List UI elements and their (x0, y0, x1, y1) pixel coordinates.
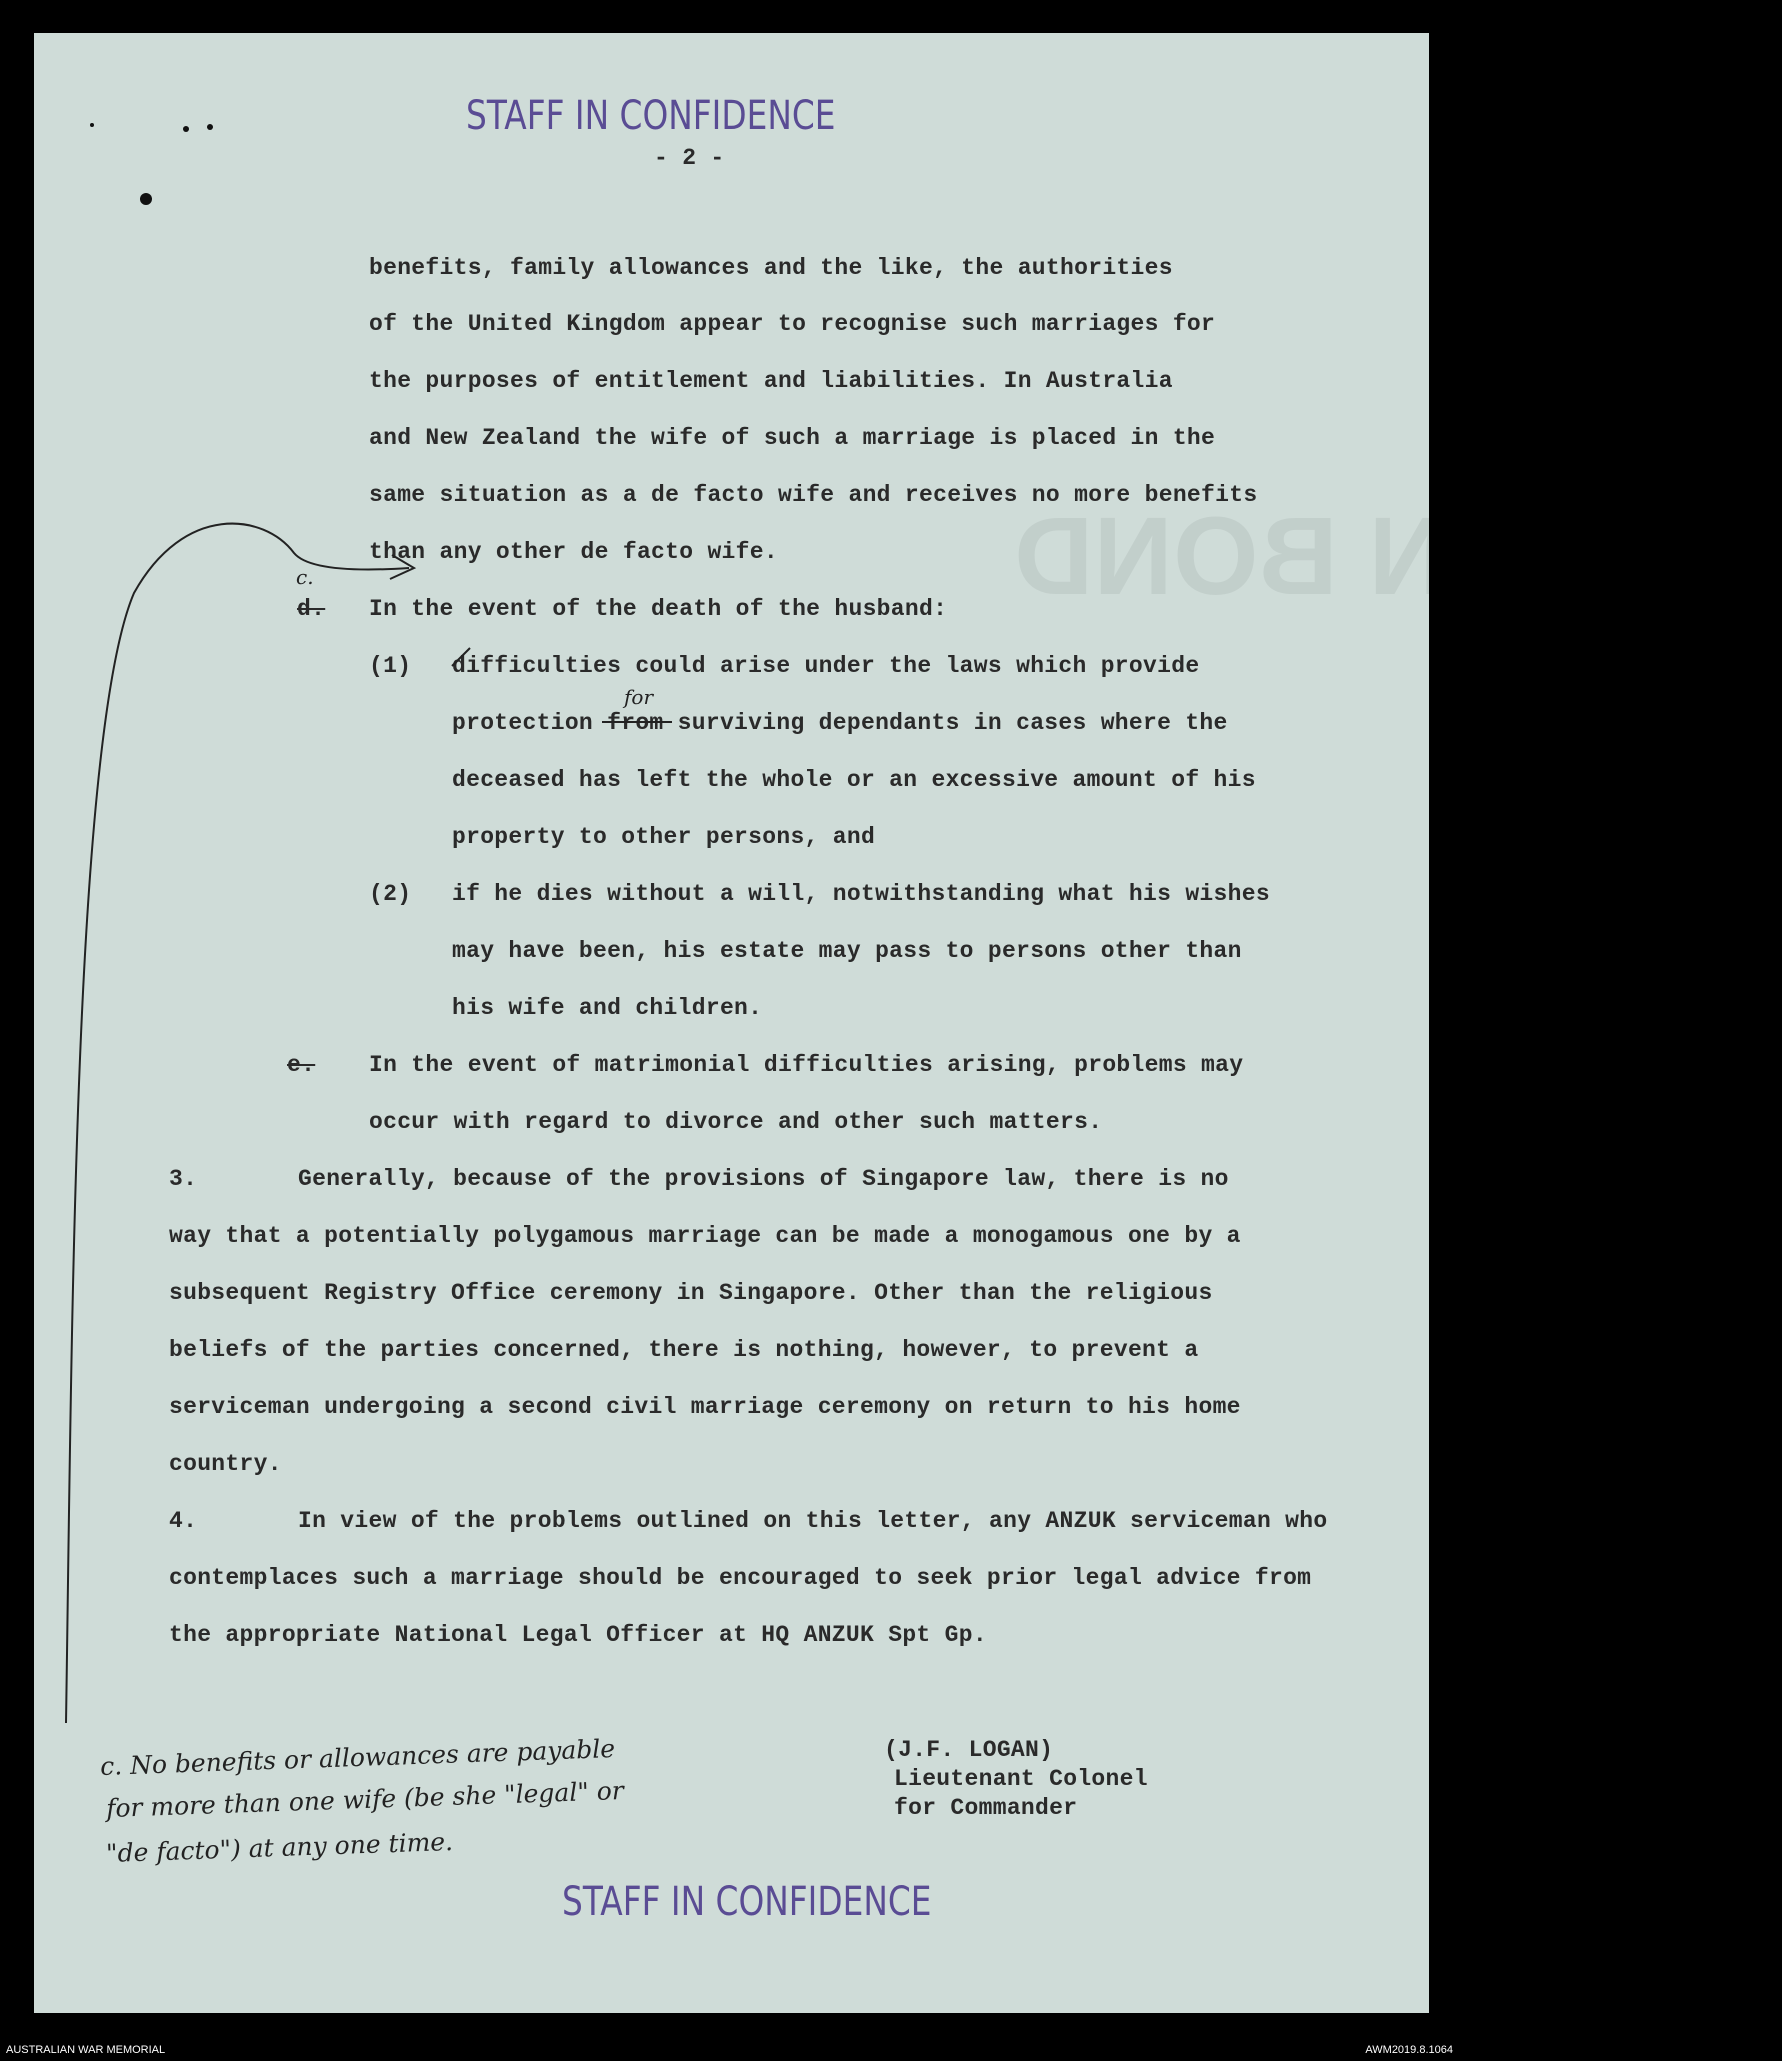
signature-role: for Commander (894, 1795, 1078, 1821)
para-2d-marker: d. (297, 596, 326, 622)
handwritten-note-line: c. No benefits or allowances are payable (99, 1734, 616, 1781)
page-number: - 2 - (654, 145, 725, 171)
confidential-stamp-top: STAFF IN CONFIDENCE (466, 93, 836, 139)
para-3-line: way that a potentially polygamous marriage can be made a monogamous one by a (169, 1223, 1241, 1249)
para-2e-marker: e. (287, 1052, 316, 1078)
para-3-line: country. (169, 1451, 282, 1477)
para-3-line: beliefs of the parties concerned, there is nothing, however, to prevent a (169, 1337, 1199, 1363)
para-4-line: contemplaces such a marriage should be encouraged to seek prior legal advice from (169, 1565, 1312, 1591)
para-3-number: 3. (169, 1166, 198, 1192)
item-2-line: if he dies without a will, notwithstanding what his wishes (452, 881, 1270, 907)
signature-rank: Lieutenant Colonel (894, 1766, 1148, 1792)
handwritten-note-line: for more than one wife (be she "legal" or (105, 1775, 625, 1824)
document-page (34, 33, 1782, 2013)
para-2b-line: same situation as a de facto wife and receives no more benefits (369, 482, 1258, 508)
para-3-line: subsequent Registry Office ceremony in Singapore. Other than the religious (169, 1280, 1213, 1306)
para-4-line: In view of the problems outlined on this letter, any ANZUK serviceman who (298, 1508, 1328, 1534)
item-1-line: property to other persons, and (452, 824, 876, 850)
para-2b-line: the purposes of entitlement and liabilities. In Australia (369, 368, 1173, 394)
para-4-line: the appropriate National Legal Officer at HQ ANZUK Spt Gp. (169, 1622, 987, 1648)
footer-right: AWM2019.8.1064 (1365, 2044, 1453, 2056)
para-2e-line: In the event of matrimonial difficulties arising, problems may (369, 1052, 1244, 1078)
item-2-line: may have been, his estate may pass to persons other than (452, 938, 1242, 964)
handwritten-note-line: "de facto") at any one time. (105, 1826, 454, 1869)
item-2-line: his wife and children. (452, 995, 763, 1021)
item-2-number: (2) (369, 881, 412, 907)
item-1-line: deceased has left the whole or an excessive amount of his (452, 767, 1256, 793)
handwritten-arrow (34, 33, 1429, 2013)
confidential-stamp-bottom: STAFF IN CONFIDENCE (562, 1879, 932, 1925)
para-3-line: Generally, because of the provisions of Singapore law, there is no (298, 1166, 1229, 1192)
item-1-line: protection from surviving dependants in cases where the (452, 710, 1228, 736)
marker-correction: c. (296, 565, 314, 589)
para-2b-line: than any other de facto wife. (369, 539, 778, 565)
para-3-line: serviceman undergoing a second civil marriage ceremony on return to his home (169, 1394, 1241, 1420)
watermark: RATION BOND (1014, 495, 1782, 618)
item-1-correction: for (624, 685, 654, 709)
footer-left: AUSTRALIAN WAR MEMORIAL (6, 2044, 166, 2056)
para-2b-line: benefits, family allowances and the like, the authorities (369, 255, 1173, 281)
para-2b-line: and New Zealand the wife of such a marriage is placed in the (369, 425, 1216, 451)
para-2d-text: In the event of the death of the husband: (369, 596, 948, 622)
item-1-number: (1) (369, 653, 412, 679)
signature-name: (J.F. LOGAN) (884, 1737, 1054, 1763)
para-2b-line: of the United Kingdom appear to recognise such marriages for (369, 311, 1216, 337)
item-1-line: difficulties could arise under the laws which provide (452, 653, 1200, 679)
para-2e-line: occur with regard to divorce and other such matters. (369, 1109, 1103, 1135)
para-4-number: 4. (169, 1508, 198, 1534)
